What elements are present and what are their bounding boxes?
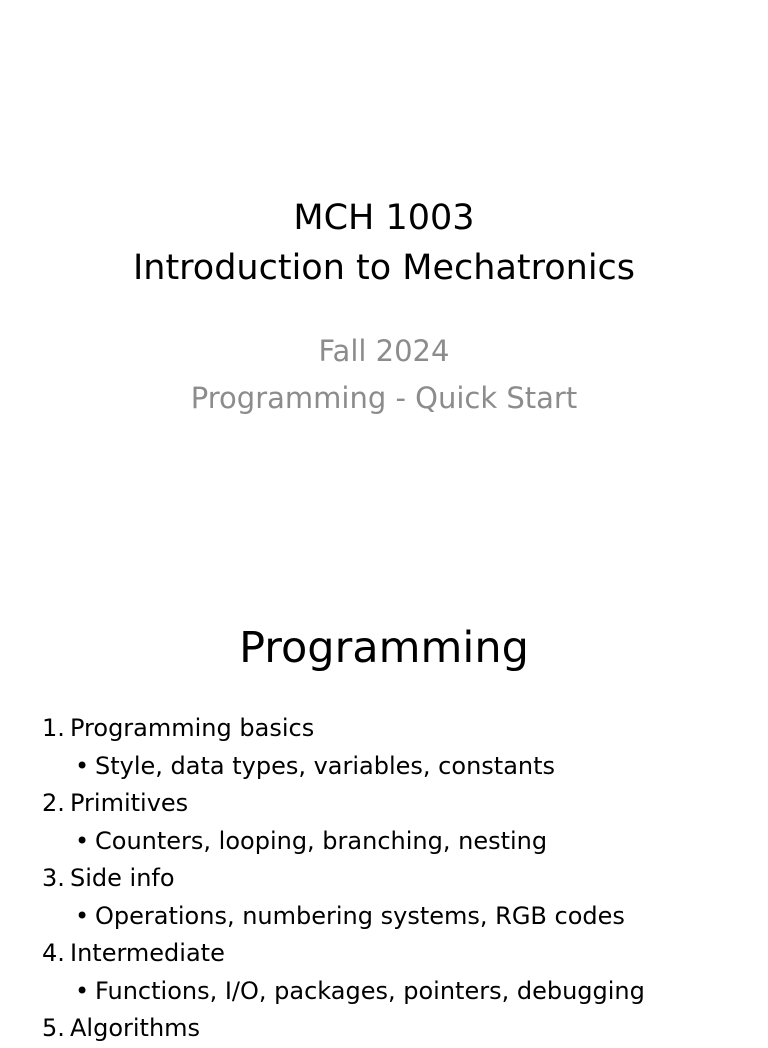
- item-label: Primitives: [70, 789, 189, 817]
- outline-item: [42, 785, 762, 860]
- bullet-icon: •: [75, 901, 90, 930]
- outline-title: Programming: [239, 623, 529, 673]
- course-subtitle: [0, 328, 768, 422]
- sub-item-label: Counters, looping, branching, nesting: [95, 826, 548, 855]
- outline-item: [42, 935, 762, 1010]
- item-number: 5.: [42, 1014, 65, 1042]
- outline-item: [42, 860, 762, 935]
- outline-slide: [0, 578, 768, 1042]
- sub-item-label: Style, data types, variables, constants: [95, 751, 556, 780]
- outline-item: [42, 1010, 762, 1048]
- course-name: Introduction to Mechatronics: [132, 248, 636, 288]
- item-number: 3.: [42, 864, 65, 892]
- term-label: Fall 2024: [318, 334, 450, 368]
- bullet-icon: •: [75, 826, 90, 855]
- lecture-topic: Programming - Quick Start: [190, 381, 578, 415]
- item-label: Side info: [70, 864, 175, 892]
- course-title: [0, 193, 768, 293]
- sub-item-label: Functions, I/O, packages, pointers, debugging: [95, 976, 645, 1005]
- outline-list: [42, 710, 762, 1048]
- item-label: Algorithms: [70, 1014, 201, 1042]
- item-number: 4.: [42, 939, 65, 967]
- course-code: MCH 1003: [293, 198, 475, 238]
- bullet-icon: •: [75, 976, 90, 1005]
- item-number: 2.: [42, 789, 65, 817]
- bullet-icon: •: [75, 751, 90, 780]
- item-number: 1.: [42, 714, 65, 742]
- sub-item-label: Operations, numbering systems, RGB codes: [95, 901, 625, 930]
- item-label: Programming basics: [70, 714, 315, 742]
- item-label: Intermediate: [70, 939, 225, 967]
- outline-item: [42, 710, 762, 785]
